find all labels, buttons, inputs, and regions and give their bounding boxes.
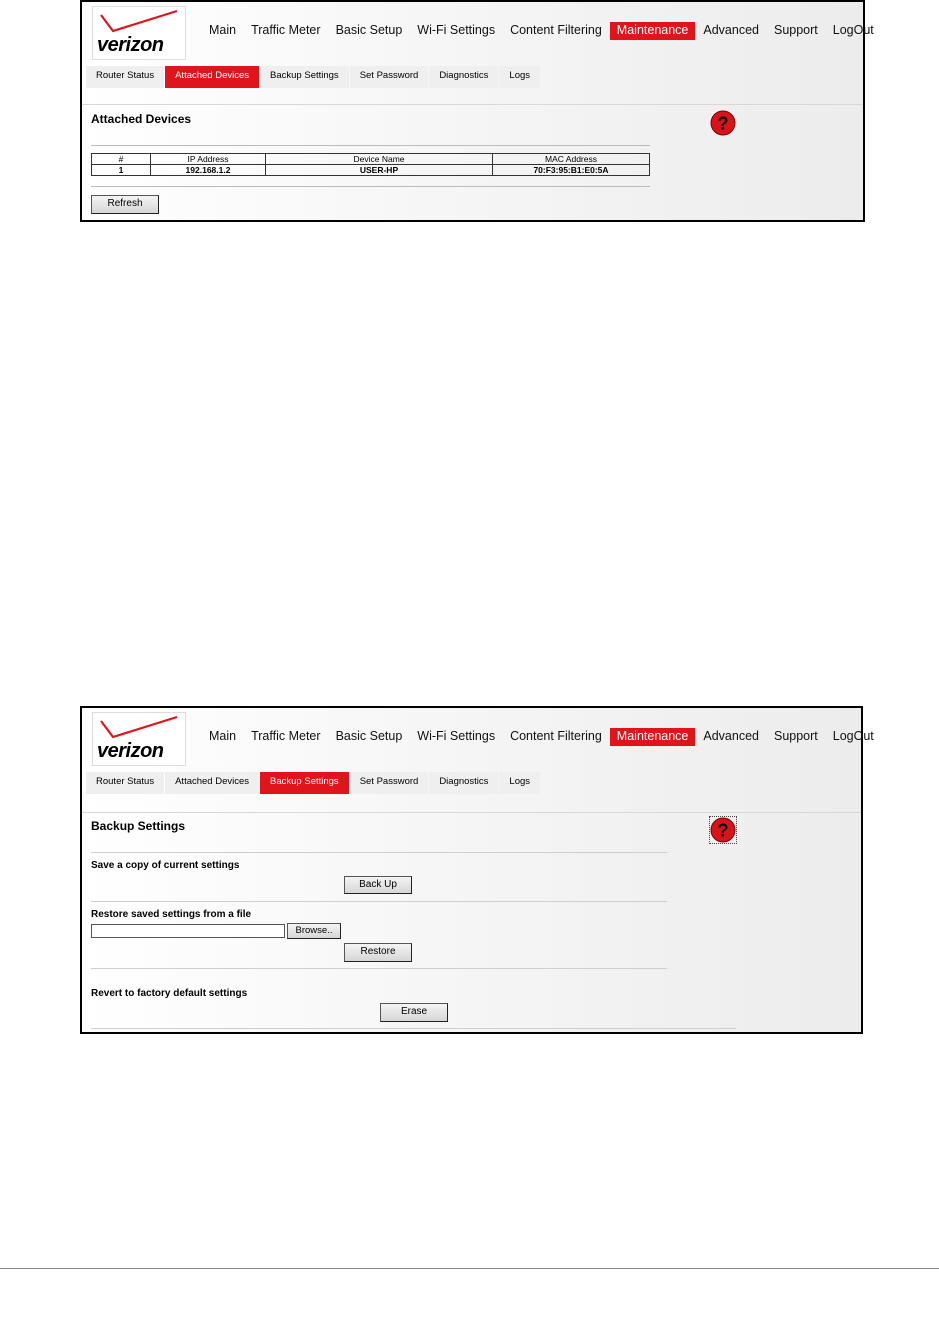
nav-main[interactable]: Main bbox=[209, 729, 237, 743]
nav-main[interactable]: Main bbox=[209, 23, 237, 37]
nav-content-filtering[interactable]: Content Filtering bbox=[510, 729, 602, 743]
nav-basic-setup[interactable]: Basic Setup bbox=[335, 729, 403, 743]
sub-nav bbox=[82, 66, 541, 88]
col-ip-address: IP Address bbox=[151, 154, 266, 165]
divider bbox=[82, 104, 863, 105]
nav-traffic-meter[interactable]: Traffic Meter bbox=[251, 23, 321, 37]
attached-devices-screenshot bbox=[80, 0, 874, 222]
page-title: Attached Devices bbox=[91, 112, 192, 126]
section-divider bbox=[91, 968, 667, 969]
nav-support[interactable]: Support bbox=[773, 729, 818, 743]
sub-nav bbox=[82, 772, 541, 794]
subnav-logs[interactable]: Logs bbox=[499, 66, 540, 88]
subnav-attached-devices[interactable]: Attached Devices bbox=[165, 772, 259, 794]
main-nav bbox=[202, 728, 882, 746]
subnav-diagnostics[interactable]: Diagnostics bbox=[429, 66, 498, 88]
help-question-icon[interactable] bbox=[710, 110, 736, 136]
erase-button[interactable]: Erase bbox=[380, 1003, 448, 1022]
nav-basic-setup[interactable]: Basic Setup bbox=[335, 23, 403, 37]
svg-text:?: ? bbox=[717, 113, 729, 134]
divider bbox=[82, 812, 861, 813]
subnav-attached-devices[interactable]: Attached Devices bbox=[165, 66, 259, 88]
nav-maintenance[interactable]: Maintenance bbox=[610, 728, 696, 746]
section-divider bbox=[91, 1028, 736, 1029]
logo-text: verizon bbox=[97, 34, 164, 56]
nav-maintenance[interactable]: Maintenance bbox=[610, 22, 696, 40]
nav-content-filtering[interactable]: Content Filtering bbox=[510, 23, 602, 37]
nav-advanced[interactable]: Advanced bbox=[703, 23, 759, 37]
table-bottom-divider bbox=[91, 186, 650, 187]
nav-advanced[interactable]: Advanced bbox=[703, 729, 759, 743]
cell-ip-address: 192.168.1.2 bbox=[151, 165, 266, 176]
nav-traffic-meter[interactable]: Traffic Meter bbox=[251, 729, 321, 743]
restore-file-label: Restore saved settings from a file bbox=[91, 909, 252, 920]
subnav-router-status[interactable]: Router Status bbox=[86, 66, 164, 88]
table-row bbox=[92, 165, 650, 176]
subnav-set-password[interactable]: Set Password bbox=[350, 66, 429, 88]
subnav-backup-settings[interactable]: Backup Settings bbox=[260, 772, 349, 794]
restore-button[interactable]: Restore bbox=[344, 943, 412, 962]
subnav-router-status[interactable]: Router Status bbox=[86, 772, 164, 794]
col-mac-address: MAC Address bbox=[493, 154, 650, 165]
cell-mac-address: 70:F3:95:B1:E0:5A bbox=[493, 165, 650, 176]
subnav-diagnostics[interactable]: Diagnostics bbox=[429, 772, 498, 794]
section-divider bbox=[91, 901, 667, 902]
nav-logout[interactable]: LogOut bbox=[832, 23, 874, 37]
nav-wifi-settings[interactable]: Wi-Fi Settings bbox=[417, 729, 496, 743]
backup-settings-screenshot bbox=[80, 706, 874, 1034]
browse-button[interactable]: Browse.. bbox=[287, 923, 341, 939]
refresh-button[interactable]: Refresh bbox=[91, 195, 159, 214]
attached-devices-table bbox=[91, 153, 650, 176]
verizon-logo bbox=[92, 6, 186, 60]
col-device-name: Device Name bbox=[266, 154, 493, 165]
restore-file-input[interactable] bbox=[91, 924, 285, 938]
nav-support[interactable]: Support bbox=[773, 23, 818, 37]
cell-device-name: USER-HP bbox=[266, 165, 493, 176]
revert-defaults-label: Revert to factory default settings bbox=[91, 988, 248, 999]
section-divider bbox=[91, 852, 667, 853]
svg-text:?: ? bbox=[717, 820, 729, 841]
nav-wifi-settings[interactable]: Wi-Fi Settings bbox=[417, 23, 496, 37]
logo-text: verizon bbox=[97, 740, 164, 762]
subnav-backup-settings[interactable]: Backup Settings bbox=[260, 66, 349, 88]
help-question-icon[interactable] bbox=[710, 817, 736, 843]
table-header-row bbox=[92, 154, 650, 165]
nav-logout[interactable]: LogOut bbox=[832, 729, 874, 743]
subnav-logs[interactable]: Logs bbox=[499, 772, 540, 794]
page-footer-rule bbox=[0, 1268, 939, 1269]
col-number: # bbox=[92, 154, 151, 165]
cell-number: 1 bbox=[92, 165, 151, 176]
main-nav bbox=[202, 22, 882, 40]
save-copy-label: Save a copy of current settings bbox=[91, 860, 240, 871]
page-title: Backup Settings bbox=[91, 819, 186, 833]
subnav-set-password[interactable]: Set Password bbox=[350, 772, 429, 794]
verizon-logo bbox=[92, 712, 186, 766]
table-top-divider bbox=[91, 145, 650, 146]
backup-button[interactable]: Back Up bbox=[344, 876, 412, 894]
